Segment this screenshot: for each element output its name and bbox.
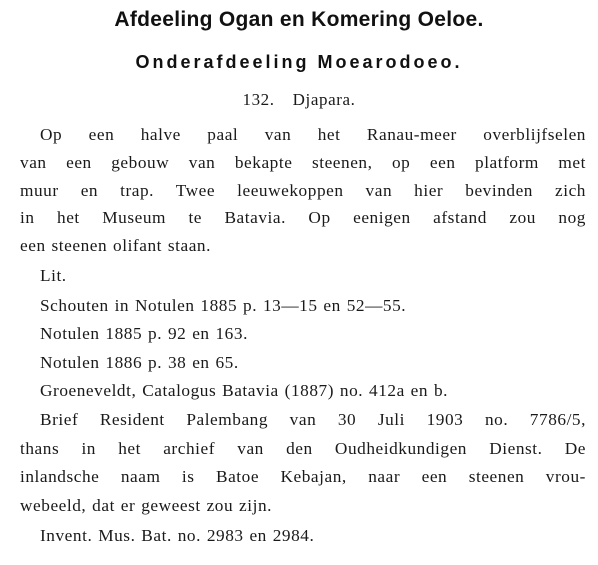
entry-number: 132. (242, 90, 275, 109)
reference-item: Schouten in Notulen 1885 p. 13—15 en 52—55. (40, 296, 407, 315)
reference-continuation-line: thans in het archief van den Oudheidkundigen Dienst. De (20, 439, 586, 458)
subsection-title: Onderafdeeling Moearodoeo. (135, 52, 463, 72)
reference-continuation-line: webeeld, dat er geweest zou zijn. (20, 496, 273, 515)
reference-continuation-line: inlandsche naam is Batoe Kebajan, naar een steenen vrou- (20, 467, 586, 486)
inventory-reference: Invent. Mus. Bat. no. 2983 en 2984. (40, 526, 315, 545)
reference-item: Groeneveldt, Catalogus Batavia (1887) no. 412a en b. (40, 381, 449, 400)
paragraph-line: in het Museum te Batavia. Op eenigen afstand zou nog (20, 208, 586, 227)
reference-item: Notulen 1886 p. 38 en 65. (40, 353, 239, 372)
literature-label: Lit. (40, 266, 67, 285)
entry-name: Djapara. (292, 90, 356, 109)
reference-item: Brief Resident Palembang van 30 Juli 1903 no. 7786/5, (40, 410, 586, 429)
paragraph-line: muur en trap. Twee leeuwekoppen van hier bevinden zich (20, 181, 586, 200)
section-title: Afdeeling Ogan en Komering Oeloe. (114, 8, 484, 31)
entry-heading (0, 90, 598, 110)
paragraph-line: Op een halve paal van het Ranau-meer overblijfselen (40, 125, 586, 144)
reference-item: Notulen 1885 p. 92 en 163. (40, 324, 248, 343)
paragraph-line: een steenen olifant staan. (20, 236, 211, 255)
paragraph-line: van een gebouw van bekapte steenen, op een platform met (20, 153, 586, 172)
